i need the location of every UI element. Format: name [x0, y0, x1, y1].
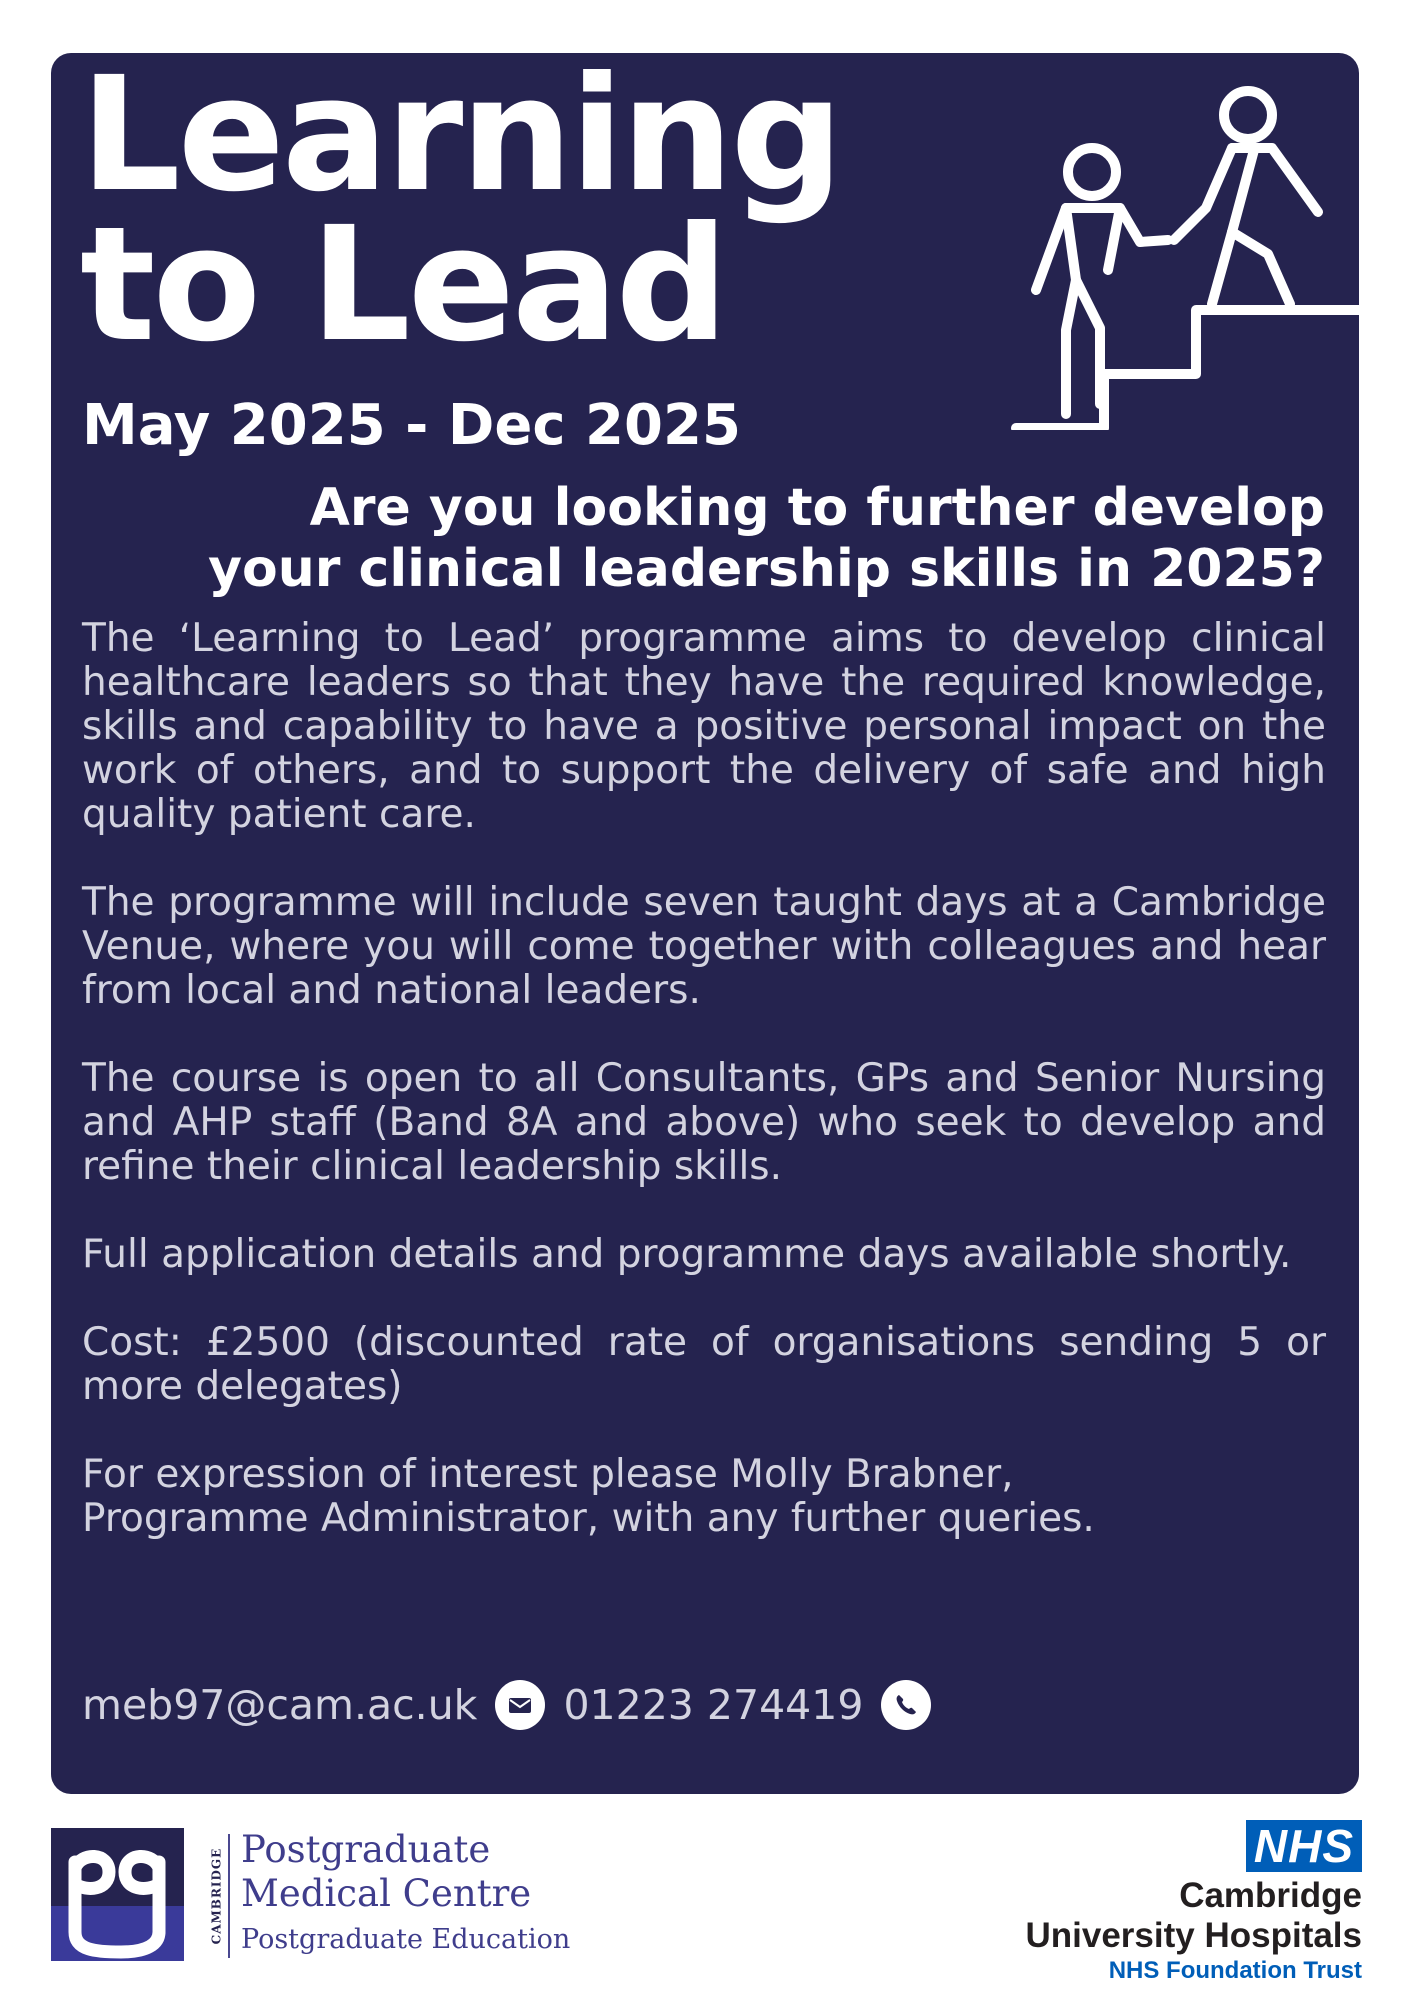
- aims-paragraph: The ‘Learning to Lead’ programme aims to develop clinical healthcare leaders so that they have the required knowledge, skills and capability to have a positive personal impact on the work of others, and to support the delivery of safe and high quality patient care.: [82, 616, 1326, 837]
- question-line-1: Are you looking to further develop: [309, 478, 1325, 538]
- page-title: [80, 43, 841, 377]
- envelope-icon: [495, 1680, 545, 1730]
- pgmc-wordmark: [241, 1828, 570, 1958]
- cost-paragraph: Cost: £2500 (discounted rate of organisations sending 5 or more delegates): [82, 1320, 1326, 1409]
- email-link[interactable]: meb97@cam.ac.uk: [82, 1681, 478, 1729]
- headline-question: [140, 478, 1325, 600]
- two-people-helping-up-stairs-icon: [984, 78, 1362, 430]
- programme-dates: May 2025 - Dec 2025: [82, 393, 741, 458]
- phone-icon: [881, 1680, 931, 1730]
- pgmc-divider: [228, 1834, 230, 1958]
- phone-number[interactable]: 01223 274419: [563, 1681, 864, 1729]
- eligibility-paragraph: The course is open to all Consultants, GPs and Senior Nursing and AHP staff (Band 8A and above) who seek to develop and refine their clinical leadership skills.: [82, 1056, 1326, 1189]
- interest-paragraph: [82, 1453, 1326, 1541]
- nhs-trust-line-2: University Hospitals: [1025, 1916, 1362, 1955]
- nhs-trust-logo: [1026, 1820, 1363, 1986]
- interest-line-1: For expression of interest please Molly Brabner,: [82, 1452, 1014, 1497]
- title-line-1: Learning: [80, 43, 841, 227]
- nhs-trust-line-1: Cambridge: [1179, 1876, 1362, 1915]
- pgmc-line-3: Postgraduate Education: [241, 1924, 571, 1955]
- nhs-badge: NHS: [1246, 1820, 1362, 1872]
- title-line-2: to Lead: [80, 193, 726, 377]
- cambridge-vertical-label: [207, 1834, 225, 1958]
- pgmc-line-2: Medical Centre: [241, 1872, 532, 1915]
- pg-monogram-logo: [51, 1828, 184, 1961]
- contact-row: [82, 1678, 949, 1732]
- application-paragraph: Full application details and programme days available shortly.: [82, 1232, 1292, 1277]
- cambridge-vertical-text: CAMBRIDGE: [209, 1847, 223, 1945]
- nhs-trust-line-3: NHS Foundation Trust: [1108, 1957, 1362, 1984]
- interest-line-2: Programme Administrator, with any further queries.: [82, 1496, 1095, 1541]
- pgmc-line-1: Postgraduate: [241, 1828, 491, 1871]
- postgraduate-medical-centre-logo: [51, 1828, 611, 1962]
- taught-days-paragraph: The programme will include seven taught days at a Cambridge Venue, where you will come together with colleagues and hear from local and national leaders.: [82, 880, 1326, 1013]
- programme-description: [82, 617, 1326, 1585]
- question-line-2: your clinical leadership skills in 2025?: [208, 539, 1325, 599]
